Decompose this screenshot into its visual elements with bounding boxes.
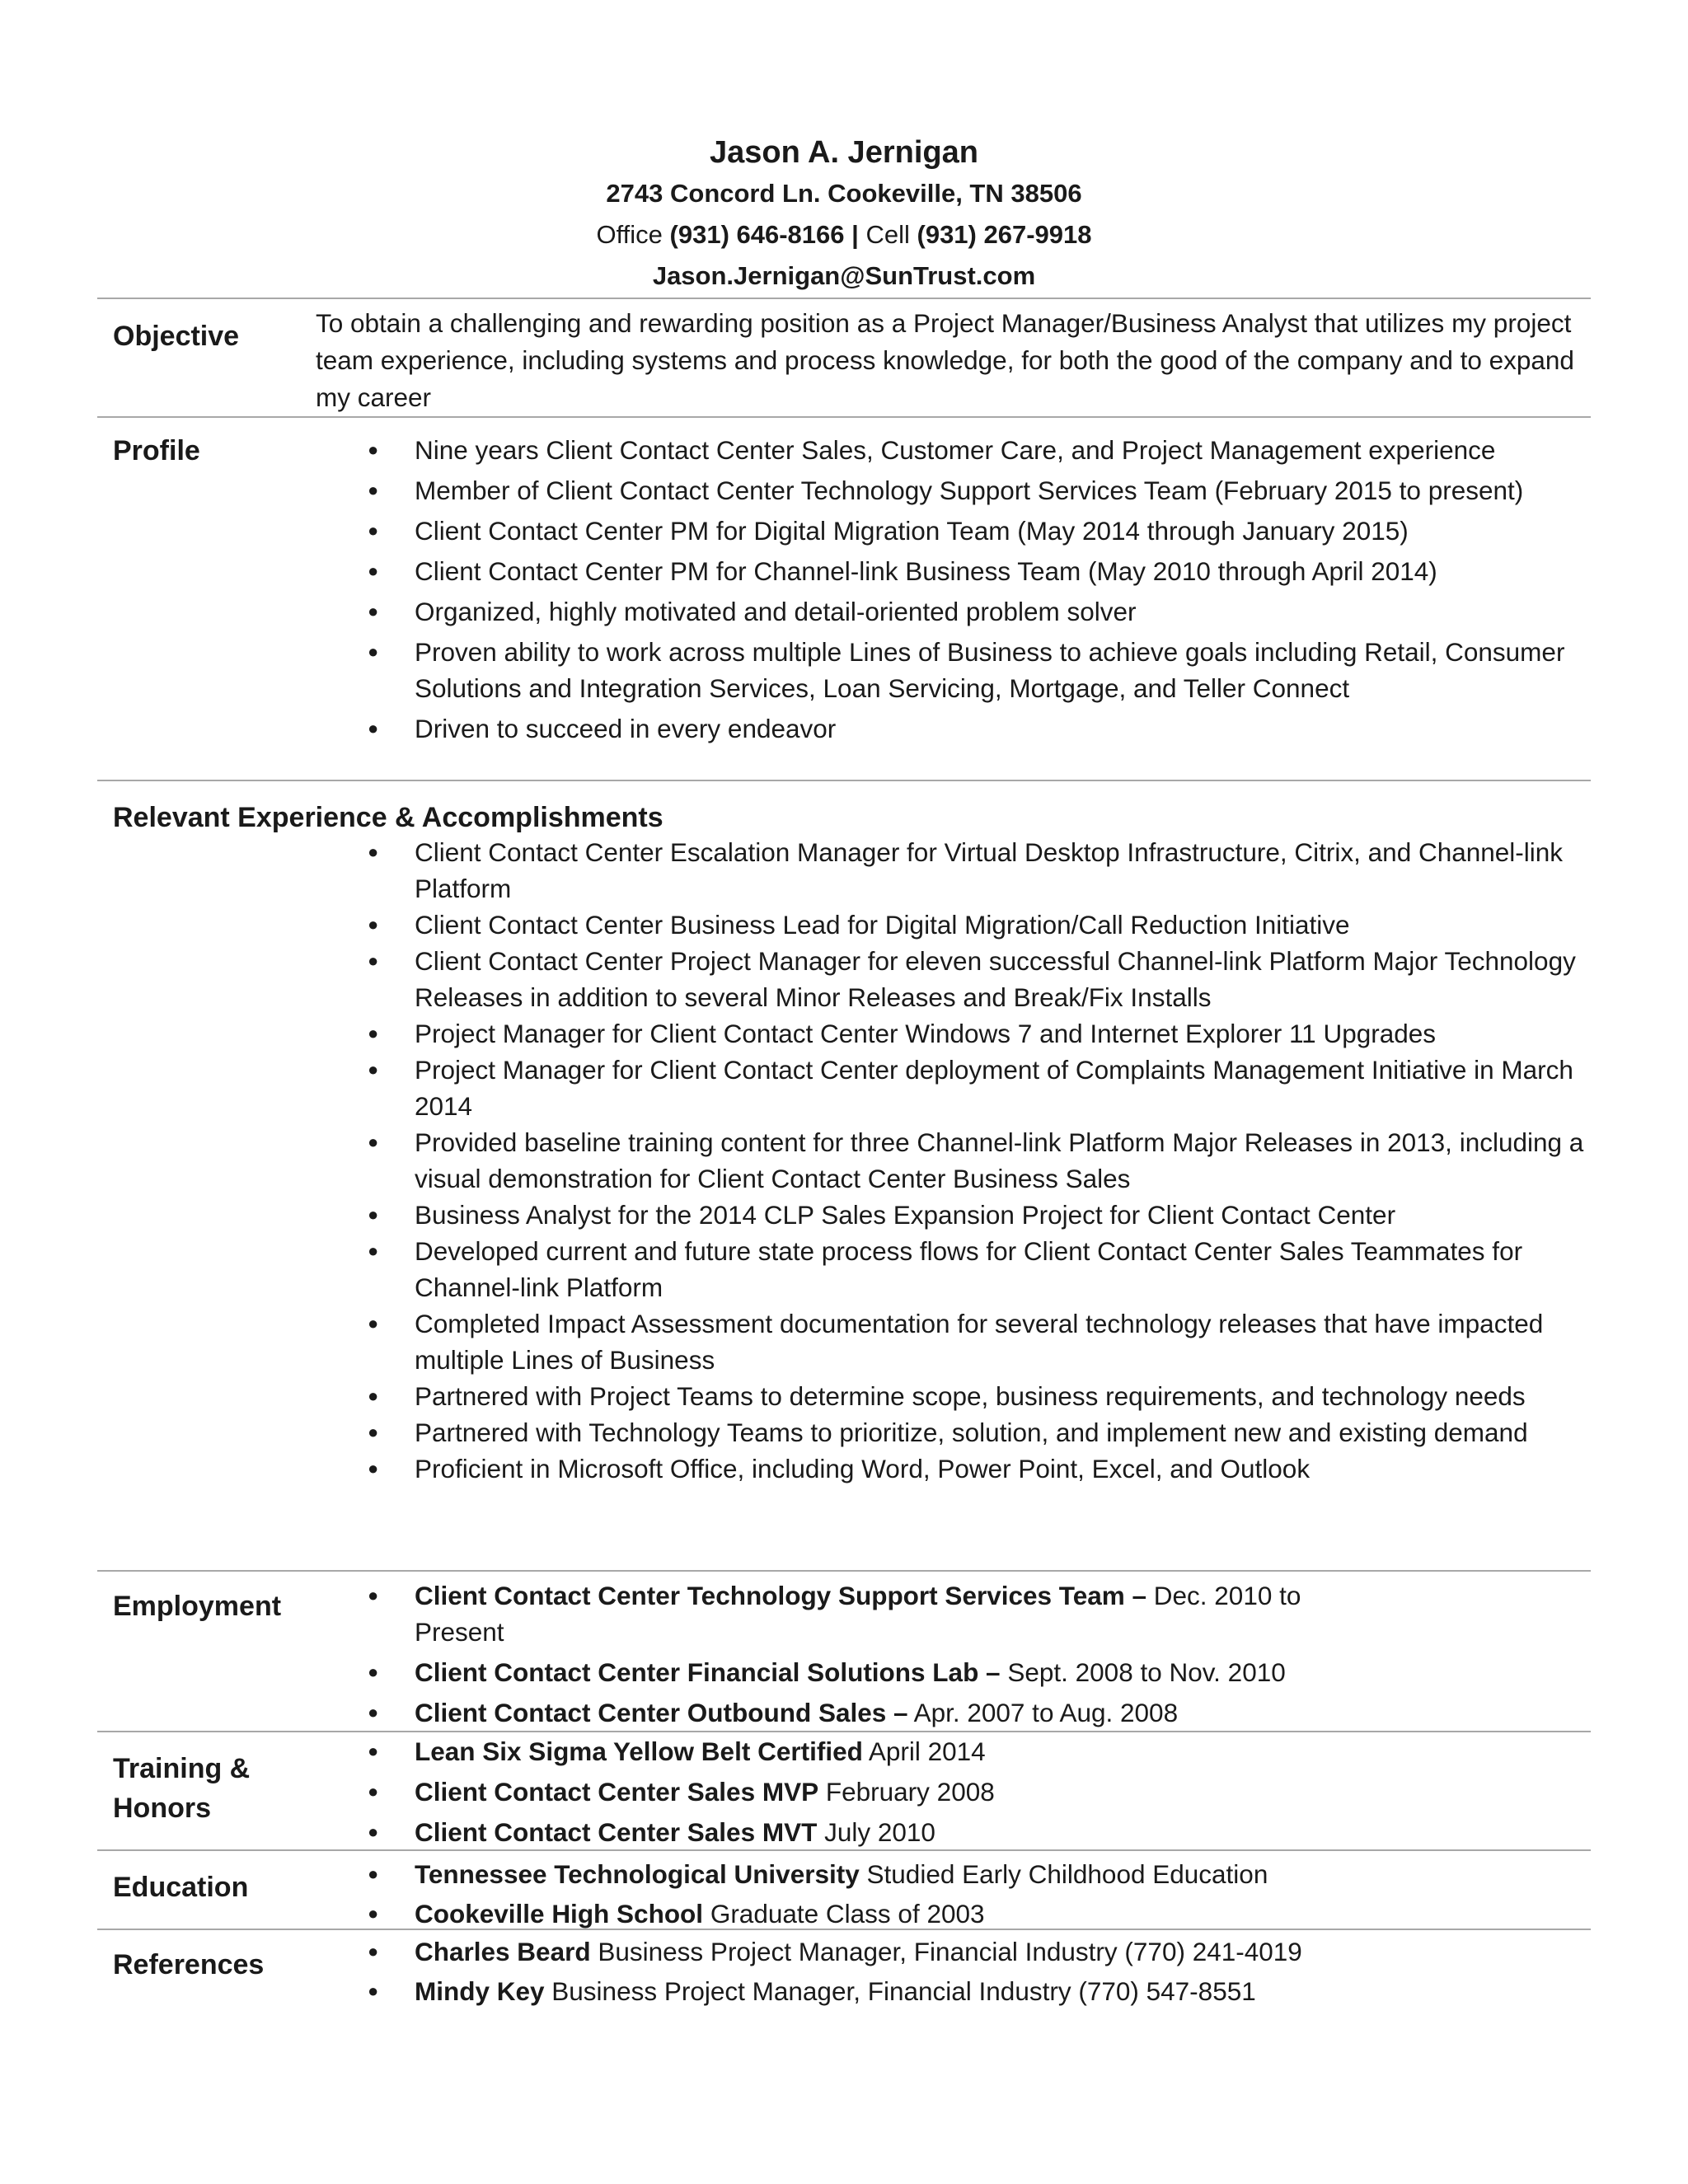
education-list: [0, 1856, 1591, 1932]
email: Jason.Jernigan@SunTrust.com: [652, 261, 1036, 290]
divider: [97, 298, 1591, 299]
divider: [97, 1731, 1591, 1732]
list-item: ● Nine years Client Contact Center Sales, Customer Care, and Project Management experience: [368, 435, 1496, 465]
list-item: ● Partnered with Project Teams to determine scope, business requirements, and technology needs: [368, 1381, 1526, 1411]
objective-text: To obtain a challenging and rewarding position as a Project Manager/Business Analyst that utilizes my project team experience, including systems and process knowledge, for both the good of the company and to expand my career: [316, 308, 1574, 412]
divider: [97, 1570, 1591, 1572]
references-label: References: [113, 1949, 265, 1980]
list-item: ● Tennessee Technological University Studied Early Childhood Education: [368, 1859, 1268, 1889]
list-item: ● Client Contact Center Project Manager for eleven successful Channel-link Platform Major Technology Releases in addition to several Minor Releases and Break/Fix Installs: [368, 946, 1576, 1012]
list-item: ● Client Contact Center PM for Digital Migration Team (May 2014 through January 2015): [368, 516, 1409, 546]
references-list: [0, 1933, 1591, 2009]
list-item: ● Partnered with Technology Teams to prioritize, solution, and implement new and existing demand: [368, 1418, 1528, 1447]
experience-label: Relevant Experience & Accomplishments: [113, 802, 663, 833]
list-item: ● Business Analyst for the 2014 CLP Sales Expansion Project for Client Contact Center: [368, 1200, 1396, 1230]
phone-separator: |: [851, 220, 859, 249]
profile-label: Profile: [113, 435, 200, 466]
list-item: ● Client Contact Center Sales MVT July 2010: [368, 1817, 935, 1847]
candidate-name: Jason A. Jernigan: [710, 135, 978, 170]
phone-line: [0, 214, 1688, 255]
divider: [97, 416, 1591, 418]
office-label: Office: [596, 220, 663, 249]
list-item: ● Provided baseline training content for three Channel-link Platform Major Releases in 2013, including a visual demonstration for Client Contact Center Business Sales: [368, 1127, 1584, 1193]
list-item: ● Lean Six Sigma Yellow Belt Certified April 2014: [368, 1736, 986, 1766]
divider: [97, 780, 1591, 781]
list-item: ● Client Contact Center Technology Support Services Team – Dec. 2010 to Present: [368, 1581, 1301, 1647]
list-item: ● Cookeville High School Graduate Class of 2003: [368, 1899, 985, 1929]
education-label: Education: [113, 1872, 249, 1903]
cell-phone: (931) 267-9918: [917, 220, 1092, 249]
address: 2743 Concord Ln. Cookeville, TN 38506: [606, 179, 1082, 208]
list-item: ● Client Contact Center Outbound Sales – Apr. 2007 to Aug. 2008: [368, 1698, 1179, 1727]
list-item: ● Organized, highly motivated and detail-oriented problem solver: [368, 597, 1137, 626]
office-phone: (931) 646-8166: [669, 220, 845, 249]
training-label: Training & Honors: [113, 1753, 251, 1824]
list-item: ● Proven ability to work across multiple Lines of Business to achieve goals including Retail, Consumer Solutions and Integration Services, Loan Servicing, Mortgage, and Teller Connect: [368, 637, 1565, 703]
training-list: [0, 1733, 1591, 1850]
list-item: ● Charles Beard Business Project Manager, Financial Industry (770) 241-4019: [368, 1937, 1302, 1966]
list-item: ● Proficient in Microsoft Office, including Word, Power Point, Excel, and Outlook: [368, 1454, 1311, 1483]
list-item: ● Project Manager for Client Contact Center Windows 7 and Internet Explorer 11 Upgrades: [368, 1019, 1437, 1048]
resume-header: [0, 132, 1688, 297]
experience-list: [0, 834, 1591, 1487]
list-item: ● Member of Client Contact Center Technology Support Services Team (February 2015 to present): [368, 476, 1524, 505]
list-item: ● Client Contact Center Sales MVP February 2008: [368, 1777, 995, 1807]
cell-label: Cell: [865, 220, 910, 249]
divider: [97, 1929, 1591, 1930]
list-item: ● Client Contact Center Escalation Manager for Virtual Desktop Infrastructure, Citrix, and Channel-link Platform: [368, 837, 1564, 903]
objective-label: Objective: [113, 321, 240, 352]
divider: [97, 1849, 1591, 1851]
list-item: ● Client Contact Center PM for Channel-link Business Team (May 2010 through April 2014): [368, 556, 1437, 586]
list-item: ● Client Contact Center Business Lead for Digital Migration/Call Reduction Initiative: [368, 910, 1350, 940]
list-item: ● Client Contact Center Financial Solutions Lab – Sept. 2008 to Nov. 2010: [368, 1657, 1286, 1687]
list-item: ● Developed current and future state process flows for Client Contact Center Sales Teammates for Channel-link Platform: [368, 1236, 1523, 1302]
profile-list: [0, 432, 1591, 747]
list-item: ● Driven to succeed in every endeavor: [368, 714, 837, 743]
list-item: ● Mindy Key Business Project Manager, Financial Industry (770) 547-8551: [368, 1976, 1256, 2006]
employment-label: Employment: [113, 1591, 282, 1622]
employment-list: [0, 1577, 1591, 1731]
list-item: ● Project Manager for Client Contact Center deployment of Complaints Management Initiative in March 2014: [368, 1055, 1573, 1121]
list-item: ● Completed Impact Assessment documentation for several technology releases that have impacted multiple Lines of Business: [368, 1309, 1544, 1375]
